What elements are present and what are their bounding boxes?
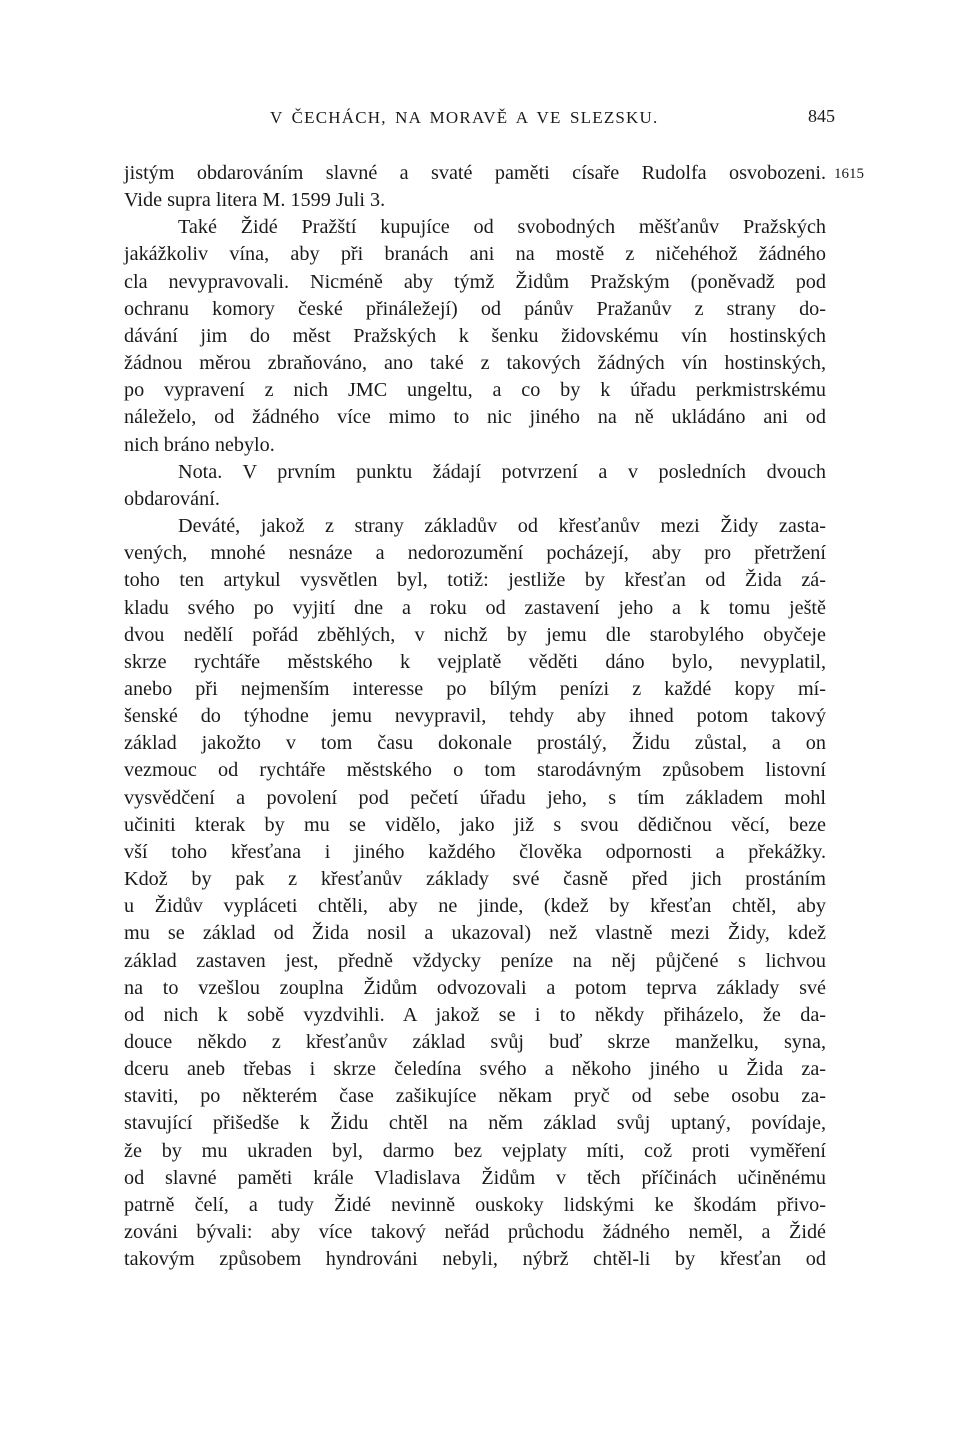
text-line: jakážkoliv vína, aby při branách ani na mostě z ničehéhož žádného xyxy=(124,243,826,266)
page-number: 845 xyxy=(808,106,835,126)
text-line: Nota. V prvním punktu žádají potvrzení a v posledních dvouch xyxy=(178,460,826,483)
text-line: dvou nedělí pořád zběhlých, v nichž by jemu dle starobylého obyčeje xyxy=(124,623,826,646)
text-line: toho ten artykul vysvětlen byl, totiž: jestliže by křesťan od Žida zá- xyxy=(124,569,826,592)
paragraph xyxy=(124,160,826,214)
text-line: že by mu ukraden byl, darmo bez vejplaty míti, což proti vyměření xyxy=(124,1139,826,1162)
text-line: kladu svého po vyjití dne a roku od zastavení jeho a k tomu ještě xyxy=(124,596,826,619)
text-line: patrně čelí, a tudy Židé nevinně ouskoky lidskými ke škodám přivo- xyxy=(124,1193,826,1216)
text-line: zováni bývali: aby více takový neřád průchodu žádného neměl, a Židé xyxy=(124,1221,826,1244)
text-line: učiniti kterak by mu se vidělo, jako již s svou dědičnou věcí, beze xyxy=(124,813,826,836)
text-line: Vide supra litera M. 1599 Juli 3. xyxy=(124,189,386,212)
text-line: skrze rychtáře městského k vejplatě věděti dáno bylo, nevyplatil, xyxy=(124,650,826,673)
text-line: cla nevypravovali. Nicméně aby týmž Židům Pražským (poněvadž pod xyxy=(124,270,826,293)
text-line: vší toho křesťana i jiného každého člověka odpornosti a překážky. xyxy=(124,840,826,863)
body-text xyxy=(124,160,826,1273)
text-line: dceru aneb třebas i skrze čeledína svého a někoho jiného u Žida za- xyxy=(124,1058,826,1081)
text-line: Deváté, jakož z strany základův od křesťanův mezi Židy zasta- xyxy=(178,515,826,538)
paragraph xyxy=(124,214,826,458)
text-line: staviti, po některém čase zašikujíce někam pryč od sebe osobu za- xyxy=(124,1085,826,1108)
text-line: anebo při nejmenším interesse po bílým penízi z každé kopy mí- xyxy=(124,677,826,700)
text-line: od nich k sobě vyzdvihli. A jakož se i to někdy přiházelo, že da- xyxy=(124,1003,826,1026)
text-line: dávání jim do měst Pražských k šenku židovskému vín hostinských xyxy=(124,324,826,347)
paragraph xyxy=(124,513,826,1273)
paragraph xyxy=(124,459,826,513)
text-line: základ jakožto v tom času dokonale prostálý, Židu zůstal, a on xyxy=(124,732,826,755)
running-header: V ČECHÁCH, NA MORAVĚ A VE SLEZSKU. xyxy=(270,108,659,127)
text-line: od slavné paměti krále Vladislava Židům v těch příčinách učiněnému xyxy=(124,1166,826,1189)
text-line: u Židův vypláceti chtěli, aby ne jinde, (kdež by křesťan chtěl, aby xyxy=(124,895,826,918)
text-line: jistým obdarováním slavné a svaté paměti císaře Rudolfa osvobozeni. xyxy=(124,162,826,184)
text-line: vezmouc od rychtáře městského o tom starodávným způsobem listovní xyxy=(124,759,826,782)
text-line: mu se základ od Žida nosil a ukazoval) než vlastně mezi Židy, kdež xyxy=(124,922,826,945)
text-line: stavující přišedše k Židu chtěl na něm základ svůj uptaný, povídaje, xyxy=(124,1112,826,1135)
text-line: náleželo, od žádného více mimo to nic jiného na ně ukládáno ani od xyxy=(124,406,826,429)
text-line: Také Židé Pražští kupujíce od svobodných měšťanův Pražských xyxy=(178,216,826,239)
margin-year-note: 1615 xyxy=(834,166,864,182)
text-line: obdarování. xyxy=(124,487,220,510)
text-line: šenské do týhodne jemu nevypravil, tehdy aby ihned potom takový xyxy=(124,705,826,728)
text-line: vysvědčení a povolení pod pečetí úřadu jeho, s tím základem mohl xyxy=(124,786,826,809)
text-line: Kdož by pak z křesťanův základy své časně před jich prostáním xyxy=(124,868,826,891)
text-line: na to vzešlou zouplna Židům odvozovali a potom teprva základy své xyxy=(124,976,826,999)
text-line: nich bráno nebylo. xyxy=(124,433,275,456)
text-line: vených, mnohé nesnáze a nedorozumění pocházejí, aby pro přetržení xyxy=(124,542,826,565)
text-line: ochranu komory české přináležejí) od pánův Pražanův z strany do- xyxy=(124,297,826,320)
text-line: základ zastaven jest, předně vždycky peníze na něj půjčené s lichvou xyxy=(124,949,826,972)
text-line: takovým způsobem hyndrováni nebyli, nýbrž chtěl-li by křesťan od xyxy=(124,1248,826,1271)
text-line: po vypravení z nich JMC ungeltu, a co by k úřadu perkmistrskému xyxy=(124,379,826,402)
text-line: žádnou měrou zbraňováno, ano také z takových žádných vín hostinských, xyxy=(124,352,826,375)
text-line: douce někdo z křesťanův základ svůj buď skrze manželku, syna, xyxy=(124,1031,826,1053)
